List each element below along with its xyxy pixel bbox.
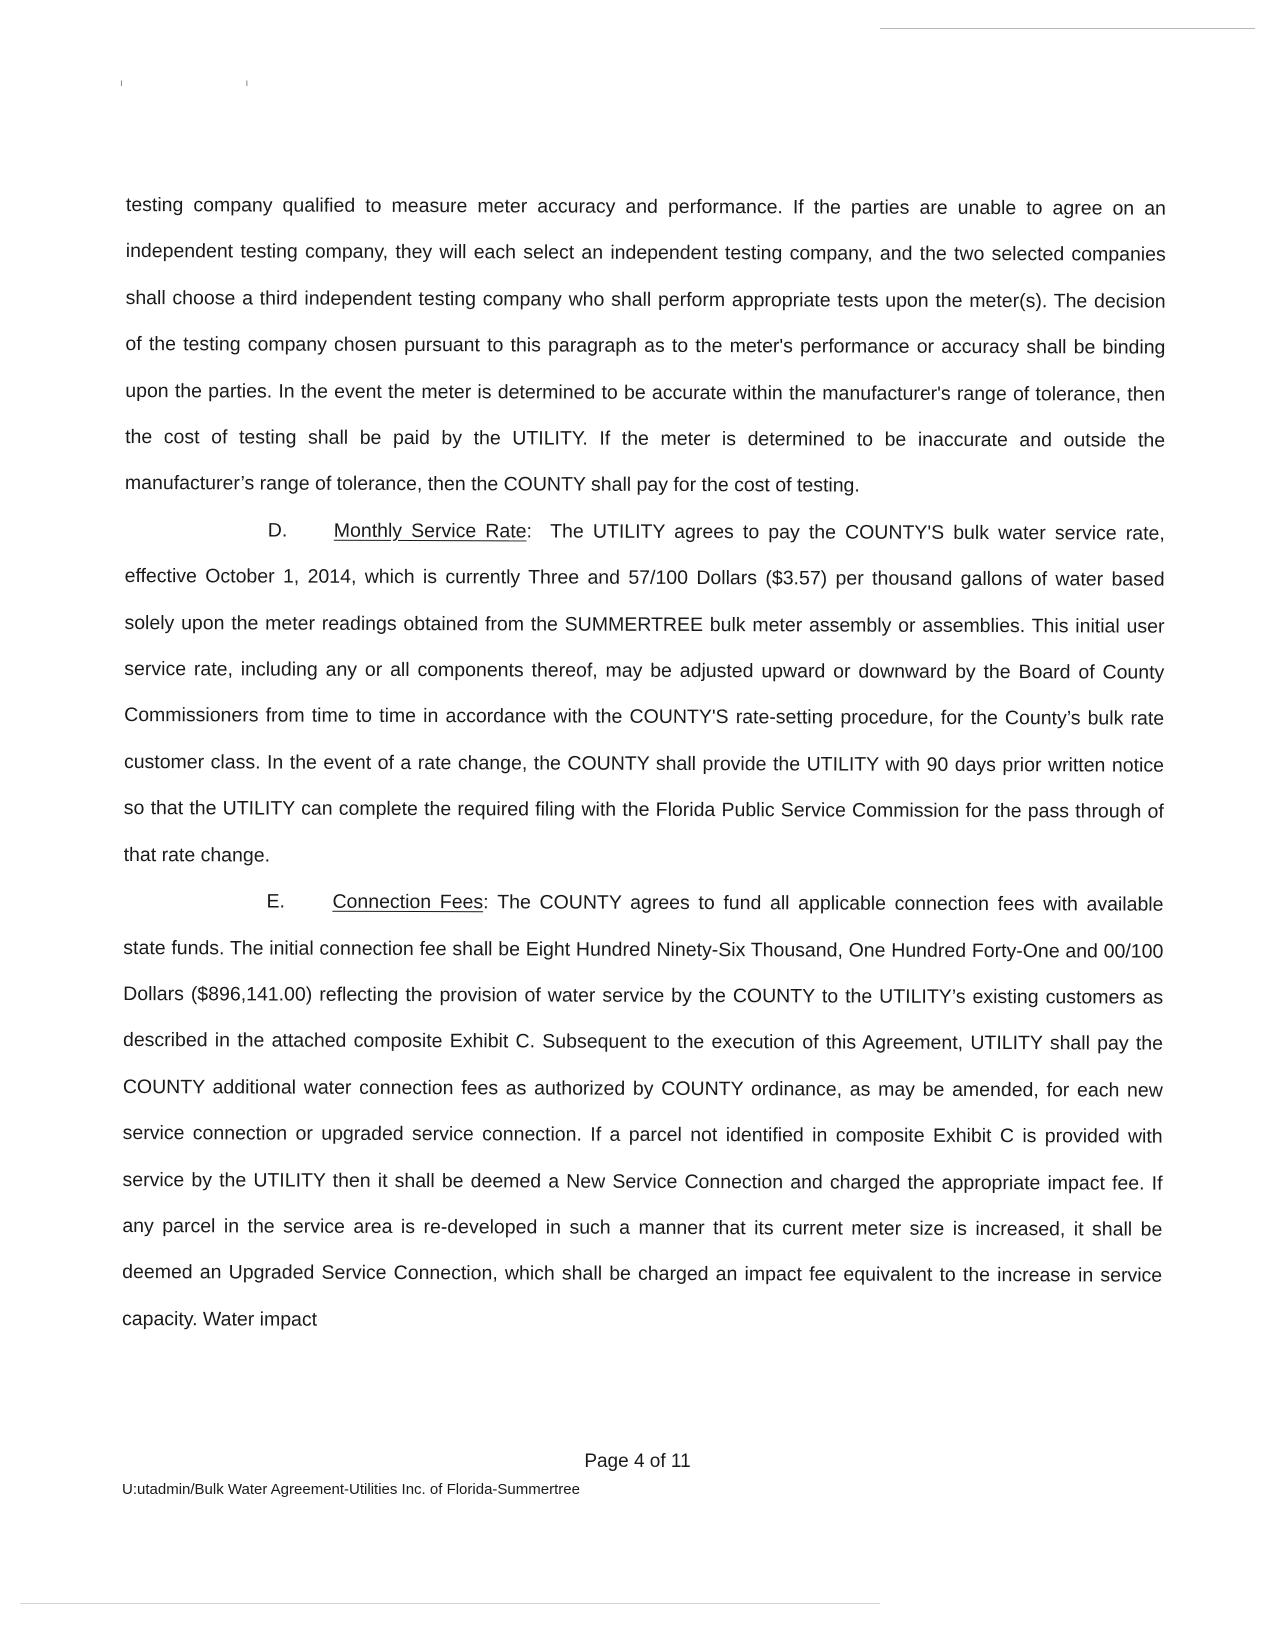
- section-e-text: The COUNTY agrees to fund all applicable connection fees with available state funds. The initial connection fee shall be Eight Hundred Ninety-Six Thousand, One Hundred Forty-One and 00/100 Dollars ($896,141.00) reflecting the provision of water service by the COUNTY to the UTILITY’s existing customers as described in the attached composite Exhibit C. Subsequent to the execution of this Agreement, UTILITY shall pay the COUNTY additional water connection fees as authorized by COUNTY ordinance, as may be amended, for each new service connection or upgraded service connection. If a parcel not identified in composite Exhibit C is provided with service by the UTILITY then it shall be deemed a New Service Connection and charged the appropriate impact fee. If any parcel in the service area is re-developed in such a manner that its current meter size is increased, it shall be deemed an Upgraded Service Connection, which shall be charged an impact fee equivalent to the increase in service capacity. Water impact: [121, 891, 1164, 1331]
- section-d-paragraph: [124, 507, 1165, 882]
- scan-edge-line-top: [880, 28, 1255, 29]
- section-e-letter: E.: [266, 890, 285, 913]
- section-d-letter: D.: [267, 519, 288, 542]
- scan-marks: ı ı: [120, 78, 309, 89]
- file-path: U:utadmin/Bulk Water Agreement-Utilities Inc. of Florida-Summertree: [122, 1481, 580, 1498]
- scan-edge-line-bottom: [20, 1603, 880, 1604]
- section-e-separator: :: [483, 891, 489, 914]
- section-d-separator: :: [526, 520, 532, 543]
- section-d-text: The UTILITY agrees to pay the COUNTY'S bulk water service rate, effective October 1, 2014, which is currently Three and 57/100 Dollars ($3.57) per thousand gallons of water based solely upon the meter readings obtained from the SUMMERTREE bulk meter assembly or assemblies. This initial user service rate, including any or all components thereof, may be adjusted upward or downward by the Board of County Commissioners from time to time in accordance with the COUNTY'S rate-setting procedure, for the County’s bulk rate customer class. In the event of a rate change, the COUNTY shall provide the UTILITY with 90 days prior written notice so that the UTILITY can complete the required filing with the Florida Public Service Commission for the pass through of that rate change.: [123, 520, 1165, 867]
- continuation-paragraph: testing company qualified to measure meter accuracy and performance. If the parties are unable to agree on an independent testing company, they will each select an independent testing company, and the two selected companies shall choose a third independent testing company who shall perform appropriate tests upon the meter(s). The decision of the testing company chosen pursuant to this paragraph as to the meter's performance or accuracy shall be binding upon the parties. In the event the meter is determined to be accurate within the manufacturer's range of tolerance, then the cost of testing shall be paid by the UTILITY. If the meter is determined to be inaccurate and outside the manufacturer’s range of tolerance, then the COUNTY shall pay for the cost of testing.: [124, 193, 1166, 498]
- section-d-title: Monthly Service Rate: [333, 519, 527, 543]
- section-e-title: Connection Fees: [332, 890, 484, 914]
- page-number: Page 4 of 11: [584, 1451, 691, 1472]
- document-body: [122, 182, 1166, 1346]
- section-e-paragraph: [122, 878, 1164, 1346]
